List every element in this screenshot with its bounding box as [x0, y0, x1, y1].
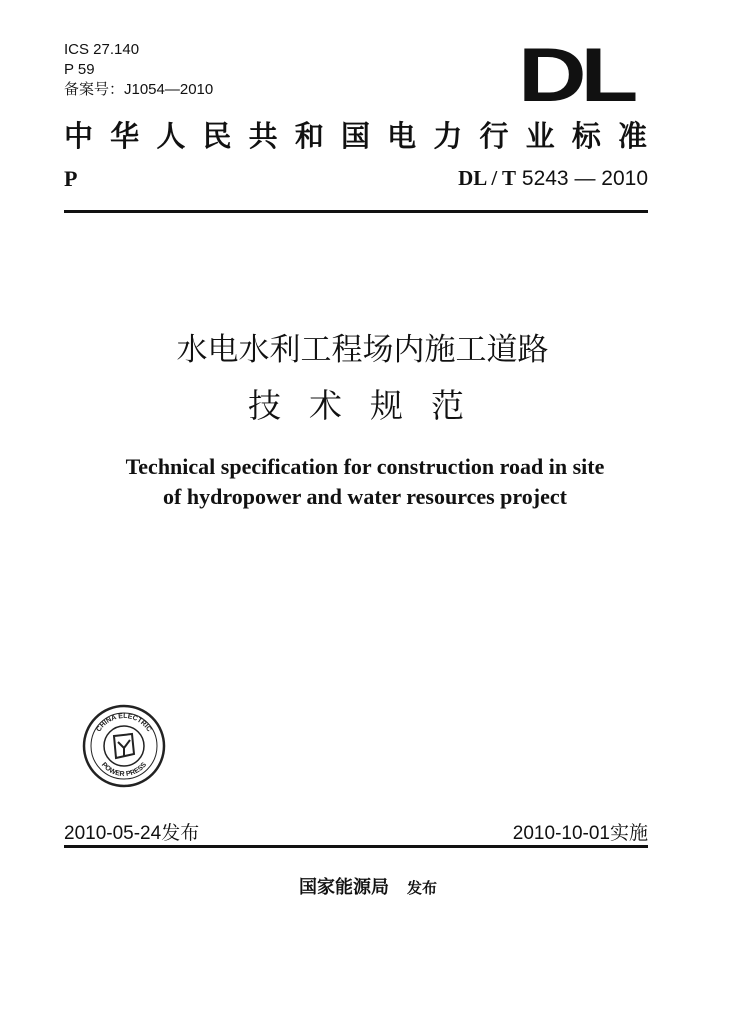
chinese-title-line1: 水电水利工程场内施工道路 — [176, 332, 549, 368]
seal-icon — [82, 704, 166, 788]
publisher-verb: 发布 — [406, 879, 437, 897]
industry-standard-title: 中华人民共和国电力行业标准 — [64, 119, 648, 153]
implementation-date: 2010-10-01实施 — [512, 823, 648, 844]
class-code: P 59 — [64, 61, 95, 78]
issue-date: 2010-05-24发布 — [64, 823, 200, 844]
svg-text:POWER PRESS — [100, 761, 148, 778]
classification-letter: P — [64, 166, 78, 191]
top-divider — [64, 210, 648, 213]
standard-number-value: 5243 — 2010 — [521, 167, 648, 190]
chinese-title-line2: 技术规范 — [248, 386, 492, 425]
dl-logo: DL — [518, 33, 633, 118]
english-title-line2: of hydropower and water resources project — [163, 484, 567, 509]
seal-text-bottom: POWER PRESS — [99, 761, 149, 779]
standard-number — [458, 166, 648, 191]
ics-code: ICS 27.140 — [64, 41, 140, 58]
svg-text:CHINA ELECTRIC — [95, 713, 152, 733]
publisher-seal — [82, 704, 166, 788]
publisher-name: 国家能源局 — [298, 877, 389, 898]
seal-text-top: CHINA ELECTRIC — [95, 712, 153, 734]
english-title-line1: Technical specification for construction road in site — [125, 454, 605, 479]
standard-prefix: DL / T — [458, 166, 517, 190]
publisher-line — [0, 873, 730, 899]
bottom-divider — [64, 845, 648, 848]
metadata-block — [64, 40, 213, 100]
record-number: 备案号：J1054—2010 — [64, 81, 214, 98]
